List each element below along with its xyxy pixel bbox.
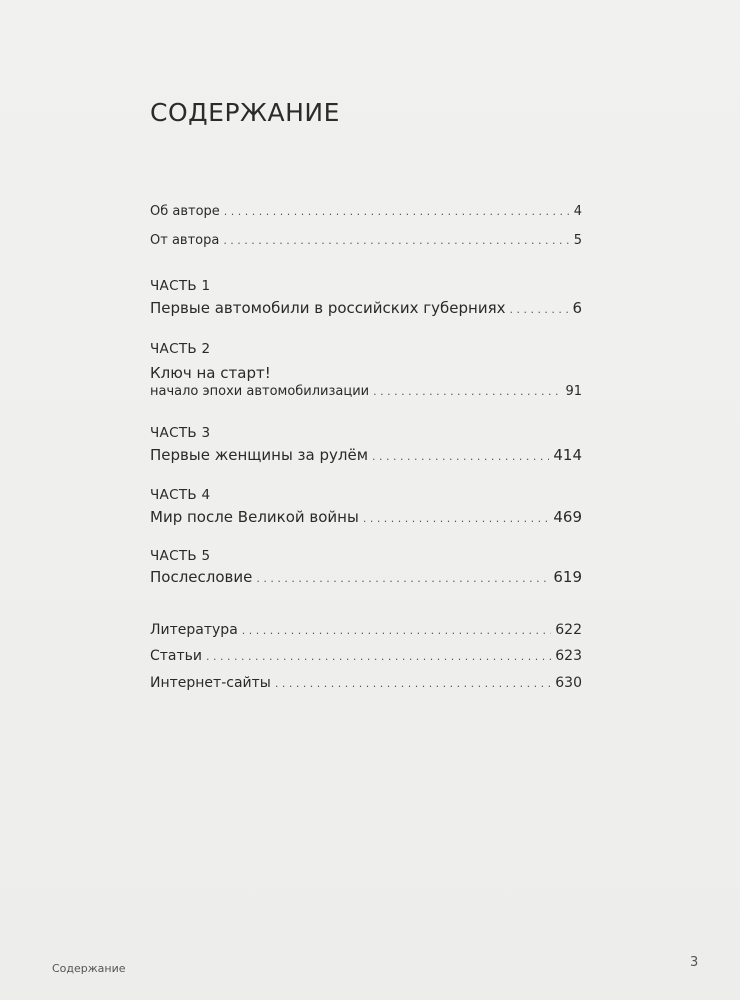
toc-entry-page: 5 [573, 233, 582, 248]
toc-entry-about-author[interactable] [150, 204, 582, 219]
toc-entry-from-author[interactable] [150, 233, 582, 248]
toc-entry-page: 6 [572, 299, 582, 317]
page-number: 3 [690, 955, 699, 970]
toc-leader-dots [206, 650, 551, 663]
toc-entry-label: Статьи [150, 648, 203, 664]
toc-entry-label: Первые автомобили в российских губерниях [150, 299, 506, 317]
toc-entry-literature[interactable] [150, 622, 582, 638]
toc-entry-label: начало эпохи автомобилизации [150, 384, 370, 399]
toc-entry-page: 630 [555, 675, 582, 691]
toc-entry-label: Мир после Великой войны [150, 508, 359, 526]
part-label: ЧАСТЬ 4 [150, 487, 211, 503]
part-label: ЧАСТЬ 3 [150, 425, 211, 441]
toc-entry-websites[interactable] [150, 675, 582, 691]
toc-entry-part-1[interactable] [150, 299, 582, 317]
part-heading: Ключ на старт! [150, 364, 271, 382]
toc-entry-part-3[interactable] [150, 446, 582, 464]
toc-leader-dots [275, 677, 551, 690]
toc-entry-page: 91 [565, 384, 582, 399]
toc-leader-dots [363, 512, 550, 525]
page-title: СОДЕРЖАНИЕ [150, 98, 340, 127]
toc-entry-page: 414 [553, 446, 582, 464]
part-label: ЧАСТЬ 1 [150, 278, 211, 294]
toc-entry-label: Послесловие [150, 568, 253, 586]
toc-entry-page: 619 [553, 568, 582, 586]
part-label: ЧАСТЬ 2 [150, 341, 211, 357]
toc-entry-label: От автора [150, 233, 220, 248]
toc-entry-articles[interactable] [150, 648, 582, 664]
toc-entry-page: 622 [555, 622, 582, 638]
toc-leader-dots [242, 624, 551, 637]
toc-leader-dots [224, 205, 570, 218]
toc-leader-dots [256, 572, 549, 585]
toc-entry-label: Об авторе [150, 204, 220, 219]
toc-entry-part-2[interactable] [150, 384, 582, 399]
toc-entry-part-5[interactable] [150, 568, 582, 586]
toc-leader-dots [223, 234, 569, 247]
toc-entry-part-4[interactable] [150, 508, 582, 526]
toc-entry-page: 4 [573, 204, 582, 219]
running-footer-section: Содержание [52, 962, 126, 975]
part-label: ЧАСТЬ 5 [150, 548, 211, 564]
toc-entry-label: Интернет-сайты [150, 675, 271, 691]
toc-leader-dots [509, 303, 568, 316]
toc-leader-dots [372, 450, 549, 463]
toc-entry-page: 469 [553, 508, 582, 526]
toc-entry-label: Литература [150, 622, 238, 638]
toc-entry-page: 623 [555, 648, 582, 664]
toc-leader-dots [373, 385, 561, 398]
toc-entry-label: Первые женщины за рулём [150, 446, 369, 464]
